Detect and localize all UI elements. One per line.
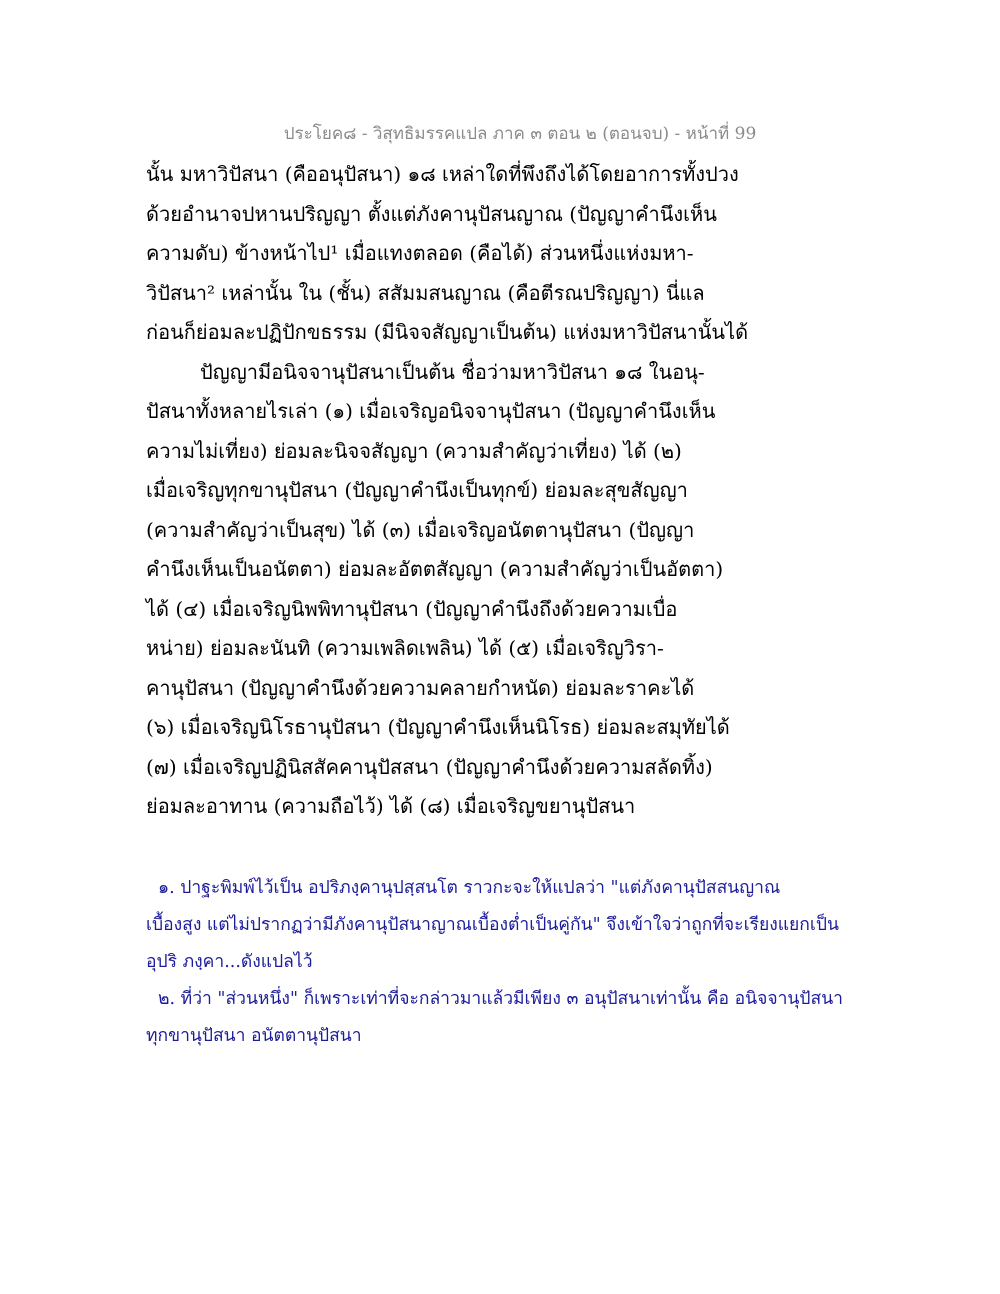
paragraph-start-line: ปัญญามีอนิจจานุปัสนาเป็นต้น ชื่อว่ามหาวิปัสนา ๑๘ ในอนุ- <box>200 359 705 384</box>
body-line: วิปัสนา² เหล่านั้น ใน (ชั้น) สสัมมสนญาณ (คือตีรณปริญญา) นี่แล <box>146 280 705 305</box>
body-line: หน่าย) ย่อมละนันทิ (ความเพลิดเพลิน) ได้ (๕) เมื่อเจริญวิรา- <box>146 636 664 660</box>
footnote-1-line: เบื้องสูง แต่ไม่ปรากฏว่ามีภังคานุปัสนาญาณเบื้องต่ำเป็นคู่กัน" จึงเข้าใจว่าถูกที่จะเรียงแยกเป็น <box>146 915 839 935</box>
body-line: ก่อนก็ย่อมละปฏิปักขธรรม (มีนิจจสัญญาเป็นต้น) แห่งมหาวิปัสนานั้นได้ <box>146 320 749 344</box>
body-line: (๗) เมื่อเจริญปฏินิสสัคคานุปัสสนา (ปัญญาคำนึงด้วยความสลัดทิ้ง) <box>146 754 713 779</box>
body-line: นั้น มหาวิปัสนา (คืออนุปัสนา) ๑๘ เหล่าใดที่พึงถึงได้โดยอาการทั้งปวง <box>146 162 739 186</box>
body-line: ย่อมละอาทาน (ความถือไว้) ได้ (๘) เมื่อเจริญขยานุปัสนา <box>146 794 636 818</box>
body-line: ได้ (๔) เมื่อเจริญนิพพิทานุปัสนา (ปัญญาคำนึงถึงด้วยความเบื่อ <box>146 596 678 621</box>
footnote-2-line: ๒. ที่ว่า "ส่วนหนึ่ง" ก็เพราะเท่าที่จะกล่าวมาแล้วมีเพียง ๓ อนุปัสนาเท่านั้น คือ อนิจจานุปัสนา <box>158 989 843 1009</box>
footnote-2-line: ทุกขานุปัสนา อนัตตานุปัสนา <box>146 1026 362 1046</box>
footnote-1-line: อุปริ ภงฺคา...ดังแปลไว้ <box>146 952 313 972</box>
body-line: เมื่อเจริญทุกขานุปัสนา (ปัญญาคำนึงเป็นทุกข์) ย่อมละสุขสัญญา <box>146 478 688 502</box>
body-line: (๖) เมื่อเจริญนิโรธานุปัสนา (ปัญญาคำนึงเห็นนิโรธ) ย่อมละสมุทัยได้ <box>146 715 730 739</box>
body-line: ความไม่เที่ยง) ย่อมละนิจจสัญญา (ความสำคัญว่าเที่ยง) ได้ (๒) <box>146 438 682 463</box>
footnotes <box>146 870 846 1055</box>
body-line: คำนึงเห็นเป็นอนัตตา) ย่อมละอัตตสัญญา (ความสำคัญว่าเป็นอัตตา) <box>146 557 724 581</box>
main-text <box>146 155 749 827</box>
body-line: ด้วยอำนาจปหานปริญญา ตั้งแต่ภังคานุปัสนญาณ (ปัญญาคำนึงเห็น <box>146 201 717 226</box>
running-header: ประโยค๘ - วิสุทธิมรรคแปล ภาค ๓ ตอน ๒ (ตอนจบ) - หน้าที่ 99 <box>283 124 757 144</box>
body-line: (ความสำคัญว่าเป็นสุข) ได้ (๓) เมื่อเจริญอนัตตานุปัสนา (ปัญญา <box>146 517 695 542</box>
body-line: คานุปัสนา (ปัญญาคำนึงด้วยความคลายกำหนัด) ย่อมละราคะได้ <box>146 675 695 700</box>
body-line: ปัสนาทั้งหลายไรเล่า (๑) เมื่อเจริญอนิจจานุปัสนา (ปัญญาคำนึงเห็น <box>146 399 716 423</box>
body-line: ความดับ) ข้างหน้าไป¹ เมื่อแทงตลอด (คือได้) ส่วนหนึ่งแห่งมหา- <box>146 241 694 265</box>
footnote-1-line: ๑. ปาฐะพิมพ์ไว้เป็น อปริภงฺคานุปสฺสนโต ราวกะจะให้แปลว่า "แต่ภังคานุปัสสนญาณ <box>158 878 781 898</box>
